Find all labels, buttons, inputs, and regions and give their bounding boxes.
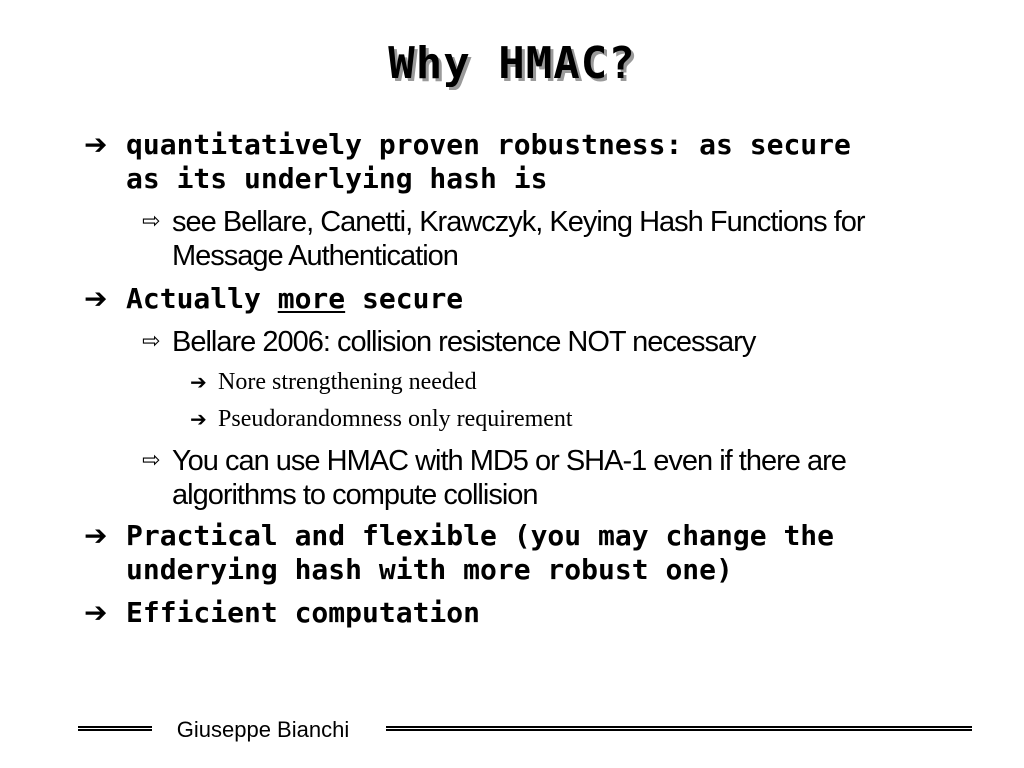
subsub-bullet-pseudorandomness — [190, 404, 890, 434]
bullet-practical-text: Practical and flexible (you may change the underying hash with more robust one) — [126, 519, 835, 586]
sub-bullet-md5-sha1-text: You can use HMAC with MD5 or SHA-1 even if there are algorithms to compute collision — [172, 445, 846, 511]
bullet-more-secure-after: secure — [362, 282, 464, 315]
bullet-robustness — [84, 128, 964, 196]
right-arrow-icon: ➔ — [190, 370, 207, 394]
bullet-more-secure-emphasis: more — [277, 282, 346, 315]
sub-bullet-bellare-2006-text: Bellare 2006: collision resistence NOT necessary — [172, 326, 756, 358]
footer-rule-right — [386, 726, 972, 731]
subsub-bullet-pseudorandomness-text: Pseudorandomness only requirement — [218, 406, 573, 432]
outlined-right-arrow-icon: ⇨ — [142, 209, 161, 234]
bullet-more-secure-before: Actually — [126, 282, 261, 315]
bullet-efficient — [84, 596, 964, 630]
bullet-more-secure-text — [126, 282, 964, 316]
bold-right-arrow-icon: ➔ — [84, 519, 108, 552]
right-arrow-icon: ➔ — [190, 407, 207, 431]
footer-rule-left — [78, 726, 152, 731]
subsub-bullet-strengthening — [190, 367, 890, 397]
bold-right-arrow-icon: ➔ — [84, 282, 108, 315]
slide-title: Why HMAC? — [388, 38, 636, 89]
outlined-right-arrow-icon: ⇨ — [142, 448, 161, 473]
bullet-practical — [84, 519, 964, 587]
outlined-right-arrow-icon: ⇨ — [142, 329, 161, 354]
bold-right-arrow-icon: ➔ — [84, 596, 108, 629]
footer-author: Giuseppe Bianchi — [176, 717, 350, 742]
sub-bullet-bellare-2006 — [142, 325, 942, 359]
bold-right-arrow-icon: ➔ — [84, 128, 108, 161]
sub-bullet-md5-sha1 — [142, 444, 942, 512]
sub-bullet-bellare-reference — [142, 205, 942, 273]
bullet-robustness-text: quantitatively proven robustness: as secure as its underlying hash is — [126, 128, 851, 195]
sub-bullet-bellare-reference-text: see Bellare, Canetti, Krawczyk, Keying Hash Functions for Message Authentication — [172, 206, 865, 272]
bullet-efficient-text: Efficient computation — [126, 596, 481, 629]
subsub-bullet-strengthening-text: Nore strengthening needed — [218, 369, 477, 395]
bullet-more-secure — [84, 282, 964, 316]
